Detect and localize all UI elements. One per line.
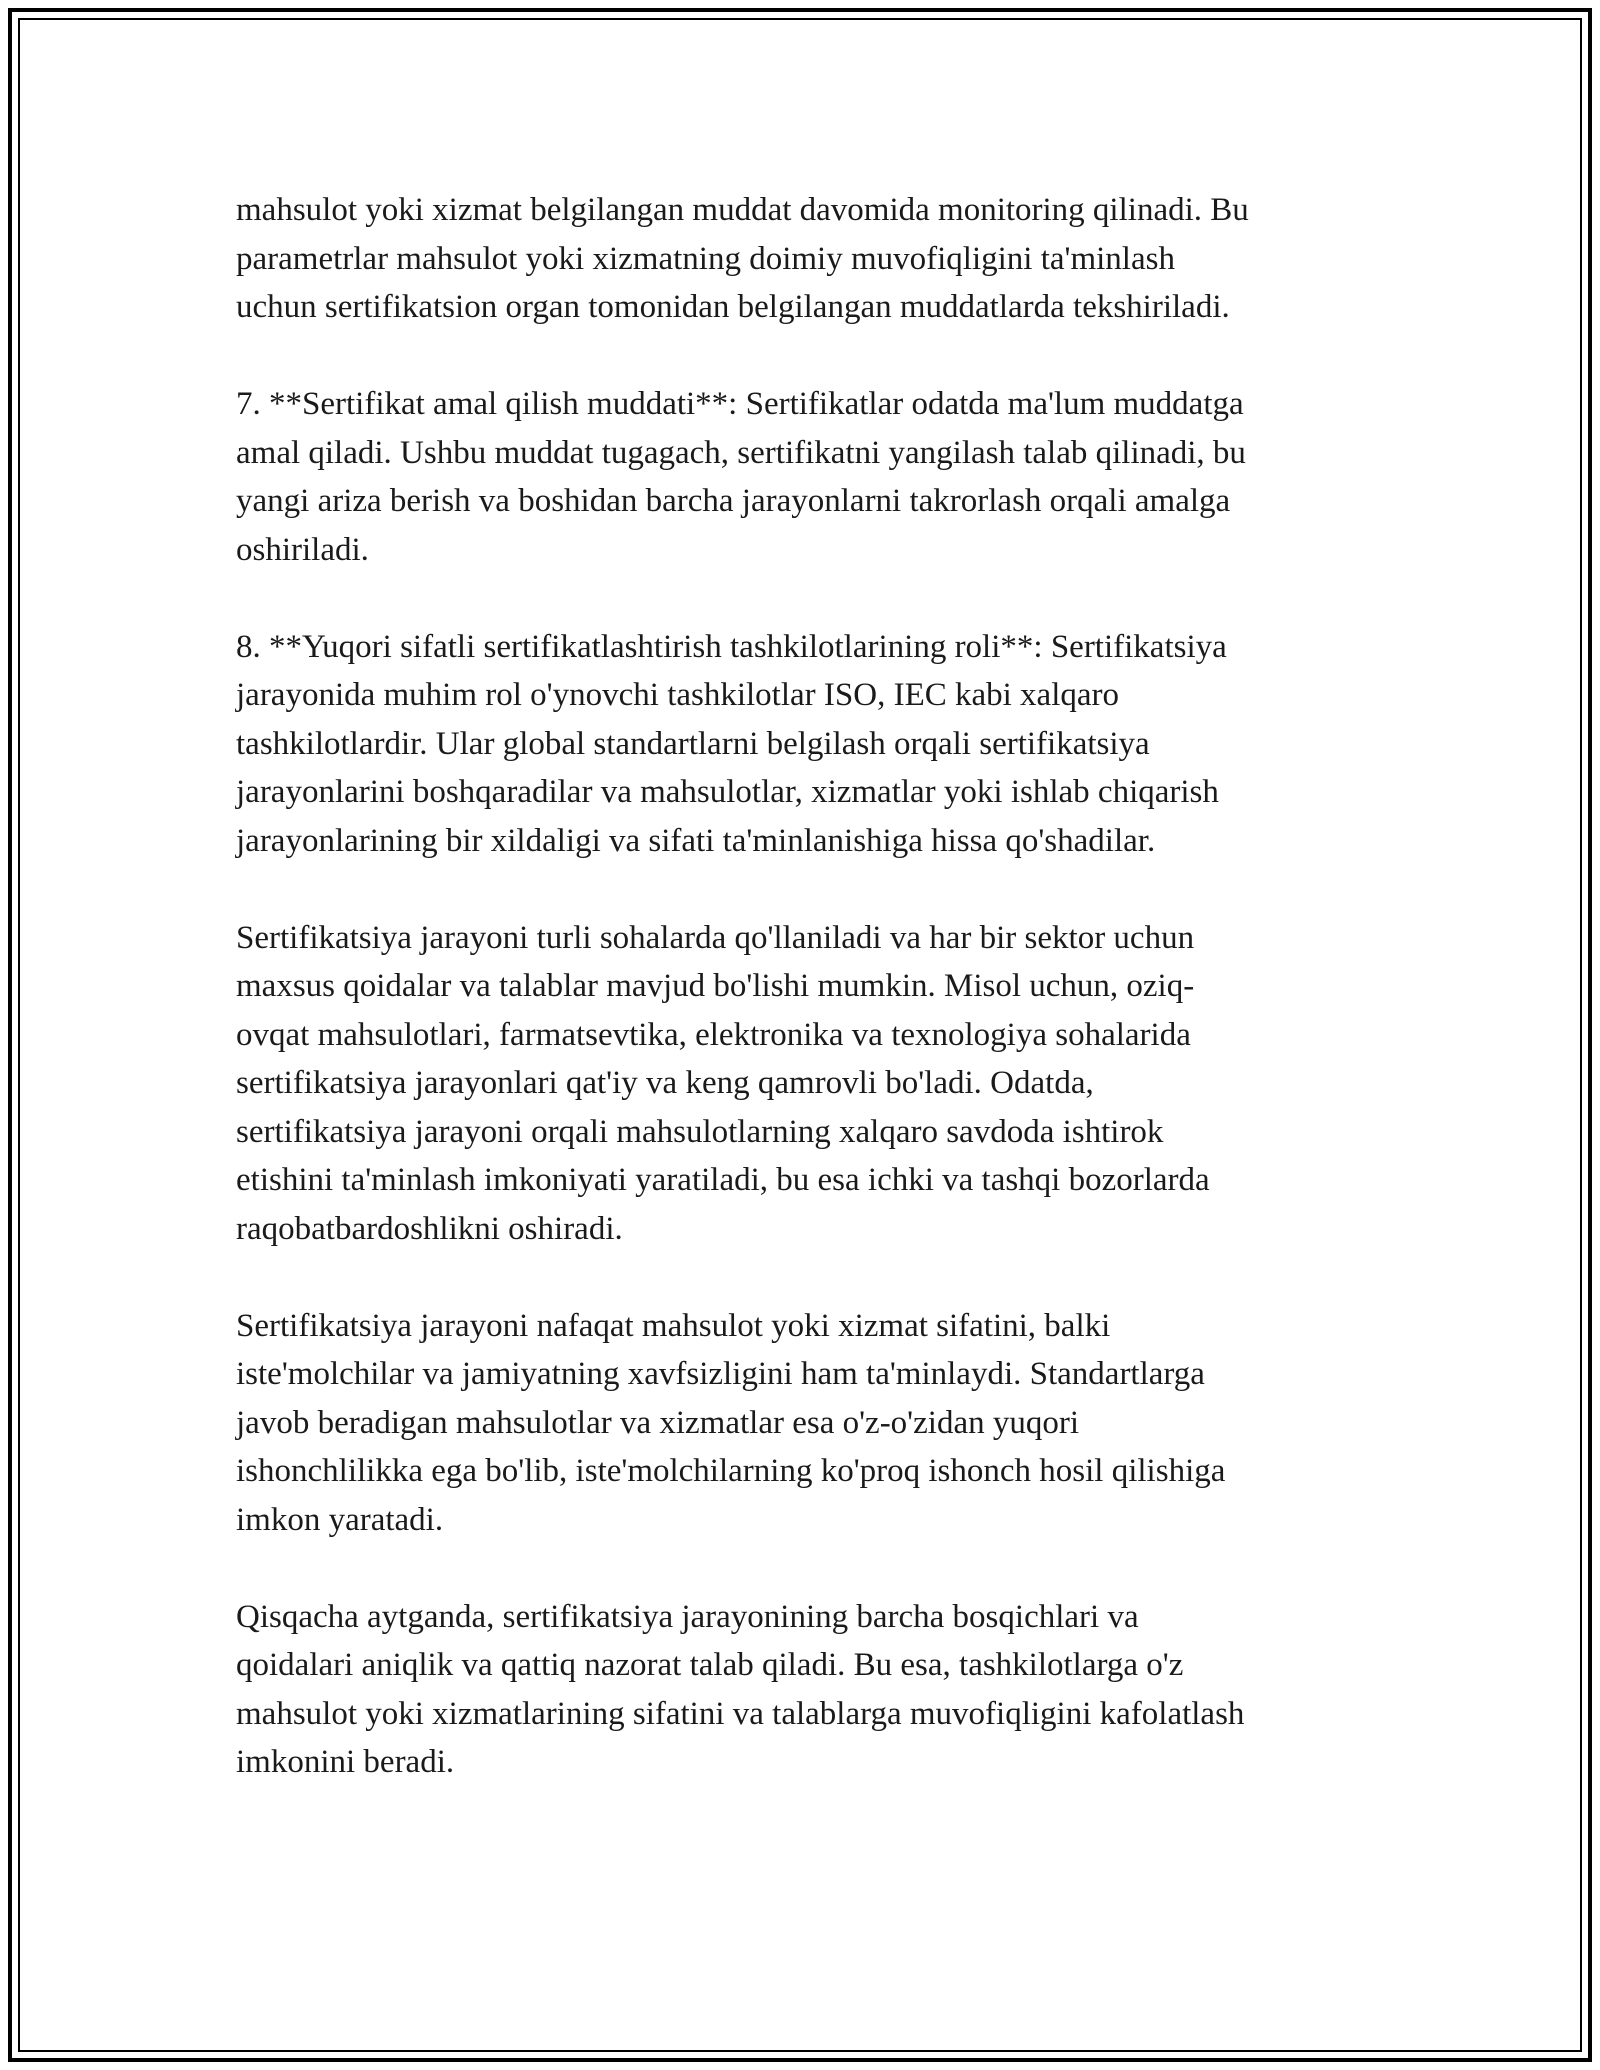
paragraph-consumer-safety: Sertifikatsiya jarayoni nafaqat mahsulot yoki xizmat sifatini, balki iste'molchilar va jamiyatning xavfsizligini ham ta'minlaydi. Standartlarga javob beradigan mahsulotlar va xizmatlar esa o'z-o'zidan yuqori ishonchlilikka ega bo'lib, iste'molchilarning ko'proq ishonch hosil qilishiga imkon yaratadi. (236, 1307, 1226, 1538)
paragraph-certificate-validity: 7. **Sertifikat amal qilish muddati**: Sertifikatlar odatda ma'lum muddatga amal qiladi. Ushbu muddat tugagach, sertifikatni yangilash talab qilinadi, bu yangi ariza berish va boshidan barcha jarayonlarni takrorlash orqali amalga oshiriladi. (236, 386, 1246, 568)
document-body (236, 186, 1400, 1835)
paragraph-summary: Qisqacha aytganda, sertifikatsiya jarayonining barcha bosqichlari va qoidalari aniqlik va qattiq nazorat talab qiladi. Bu esa, tashkilotlarga o'z mahsulot yoki xizmatlarining sifatini va talablarga muvofiqligini kafolatlash imkonini beradi. (236, 1598, 1245, 1780)
paragraph-monitoring: mahsulot yoki xizmat belgilangan muddat davomida monitoring qilinadi. Bu parametrlar mahsulot yoki xizmatning doimiy muvofiqligini ta'minlash uchun sertifikatsion organ tomonidan belgilangan muddatlarda tekshiriladi. (236, 192, 1249, 325)
paragraph-sector-application: Sertifikatsiya jarayoni turli sohalarda qo'llaniladi va har bir sektor uchun maxsus qoidalar va talablar mavjud bo'lishi mumkin. Misol uchun, oziq- ovqat mahsulotlari, farmatsevtika, elektronika va texnologiya sohalarida sertifikatsiya jarayonlari qat'iy va keng qamrovli bo'ladi. Odatda, sertifikatsiya jarayoni orqali mahsulotlarning xalqaro savdoda ishtirok etishini ta'minlash imkoniyati yaratiladi, bu esa ichki va tashqi bozorlarda raqobatbardoshlikni oshiradi. (236, 919, 1210, 1247)
paragraph-certification-organizations: 8. **Yuqori sifatli sertifikatlashtirish tashkilotlarining roli**: Sertifikatsiya jarayonida muhim rol o'ynovchi tashkilotlar ISO, IEC kabi xalqaro tashkilotlardir. Ular global standartlarni belgilash orqali sertifikatsiya jarayonlarini boshqaradilar va mahsulotlar, xizmatlar yoki ishlab chiqarish jarayonlarining bir xildaligi va sifati ta'minlanishiga hissa qo'shadilar. (236, 628, 1227, 859)
